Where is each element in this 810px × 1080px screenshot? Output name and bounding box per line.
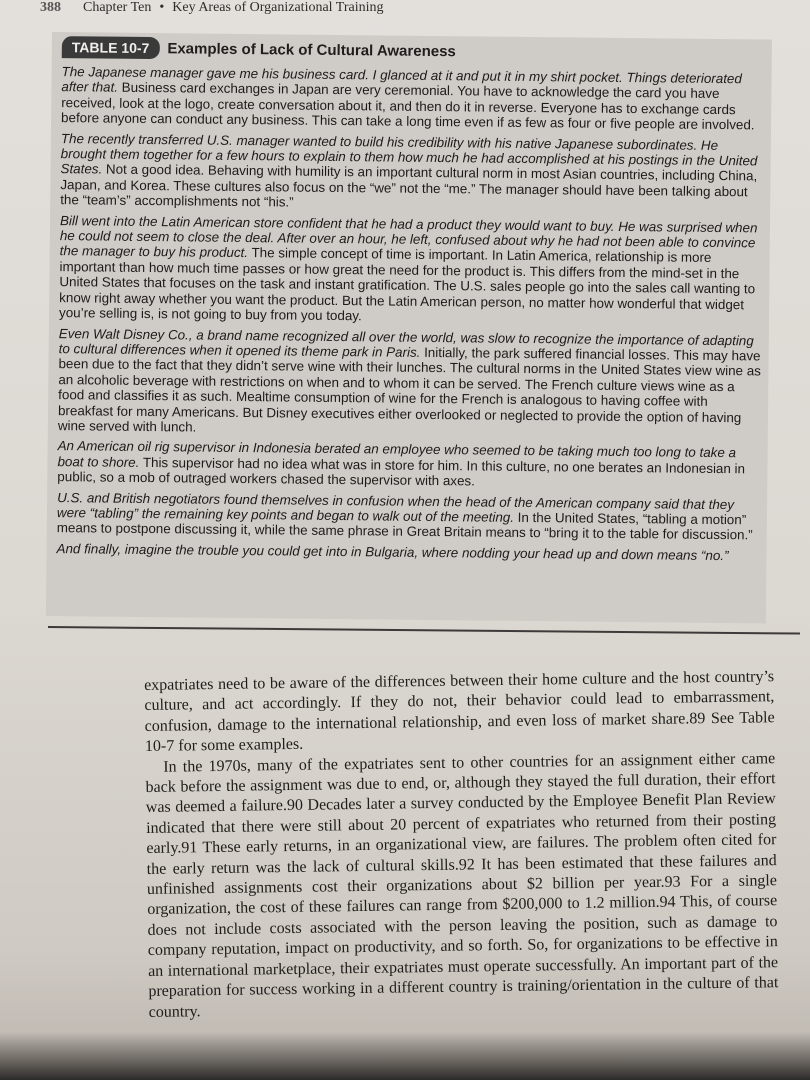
- bullet-separator: •: [159, 0, 165, 15]
- entry-text: This supervisor had no idea what was in store for him. In this culture, no one berates an Indonesian in public, so a mob of outraged workers chased the supervisor with axes.: [57, 454, 746, 489]
- entry-text: Business card exchanges in Japan are very ceremonial. You have to acknowledge the card you have received, look at the logo, create conversation about it, and then do it in reverse. Everyone has to exchange cards before anyone can conduct any business. This can take a long time even if as few as four or five people are involved.: [61, 80, 755, 133]
- table-bottom-rule: [48, 626, 800, 635]
- table-label: TABLE 10-7: [62, 36, 160, 59]
- table-entry: [60, 131, 767, 215]
- entry-lead: An American oil rig supervisor in Indonesia berated an employee who seemed to be taking much too long to take a boat to shore.: [57, 438, 737, 470]
- body-paragraph: In the 1970s, many of the expatriates sent to other countries for an assignment either came back before the assignment was due to end, or, although they stayed the full duration, their effort was deemed a failure.90 Decades later a survey conducted by the Employee Benefit Plan Review indicated that there were still about 20 percent of expatriates who returned from their posting early.91 These early returns, in an organizational view, are failures. The problem often cited for the early return was the lack of cultural skills.92 It has been estimated that these failures and unfinished assignments cost their organizations about $2 billion per year.93 For a single organization, the cost of these failures can range from $200,000 to 1.2 million.94 This, of course does not include costs associated with the person leaving the position, such as damage to company reputation, impact on productivity, and so forth. So, for organizations to be effective in an international marketplace, their expatriates must operate successfully. An important part of the preparation for success working in a different country is training/orientation in the culture of that country.: [145, 749, 779, 1021]
- entry-lead: The Japanese manager gave me his business card. I glanced at it and put it in my shirt pocket. Things deteriorated after that.: [61, 64, 742, 96]
- entry-lead: The recently transferred U.S. manager wanted to build his credibility with his native Japanese subordinates. He brought them together for a few hours to explain to them how much he had accomplished at his postings in the United States.: [60, 130, 758, 177]
- table-entry: [59, 213, 766, 328]
- table-body: [56, 64, 767, 569]
- entry-lead: Bill went into the Latin American store confident that he had a product they would want to buy. He was surprised when he could not seem to close the deal. After over an hour, he left, confused about why he had not been able to convince the manager to buy his product.: [59, 212, 758, 261]
- page-bottom-shadow: [0, 1032, 810, 1080]
- entry-text: The simple concept of time is important. In Latin America, relationship is more important than how much time passes or how great the need for the product is. This differs from the mind-set in the United States that focuses on the task and instant gratification. The U.S. sales people go into the sales call wanting to know right away whether you want the product. But the Latin American person, no matter how wonderful that widget you’re selling is, is not going to buy from you today.: [58, 245, 756, 324]
- entry-lead: And finally, imagine the trouble you could get into in Bulgaria, where nodding your head up and down means “no.”: [56, 540, 729, 563]
- table-entry: [58, 326, 765, 441]
- entry-lead: Even Walt Disney Co., a brand name recognized all over the world, was slow to recognize the importance of adapting to cultural differences when it opened its theme park in Paris.: [58, 325, 754, 360]
- page-number: 388: [40, 0, 61, 15]
- entry-text: Not a good idea. Behaving with humility is an important cultural norm in most Asian countries, including China, Japan, and Korea. These cultures also focus on the “we” not the “me.” The manager should have been talking about the “team’s” accomplishments not “his.”: [60, 161, 758, 210]
- entry-text: Initially, the park suffered financial losses. This may have been due to the fact that they didn’t serve wine with their lunches. The cultural norms in the United States view wine as an alcoholic beverage with restrictions on when and to whom it can be served. The French culture views wine as a food and classifies it as such. Mealtime consumption of wine for the French is analogous to having coffee with breakfast for many Americans. But Disney executives either overlooked or neglected to provide the option of having wine served with lunch.: [57, 344, 761, 435]
- table-entry: [61, 64, 768, 133]
- table-title: Examples of Lack of Cultural Awareness: [167, 39, 456, 60]
- entry-text: In the United States, “tabling a motion” means to postpone discussing it, while the same phrase in Great Britain means to “bring it to the table for discussion.”: [56, 509, 753, 543]
- table-10-7: [46, 32, 772, 624]
- table-entry: [57, 438, 763, 492]
- chapter-label: Chapter Ten: [83, 0, 152, 15]
- running-head: [40, 0, 384, 18]
- entry-lead: U.S. and British negotiators found themselves in confusion when the head of the American company said that they were “tabling” the remaining key points and began to walk out of the meeting.: [56, 489, 735, 525]
- section-label: Key Areas of Organizational Training: [172, 0, 384, 15]
- body-paragraph: expatriates need to be aware of the differences between their home culture and the host country’s culture, and act accordingly. If they do not, their behavior could lead to embarrassment, confusion, damage to the international relationship, and even loss of market share.89 See Table 10-7 for some examples.: [144, 668, 775, 756]
- table-header: [62, 36, 456, 66]
- body-text: [144, 667, 779, 1023]
- table-entry: [57, 541, 763, 564]
- table-entry: [57, 490, 763, 544]
